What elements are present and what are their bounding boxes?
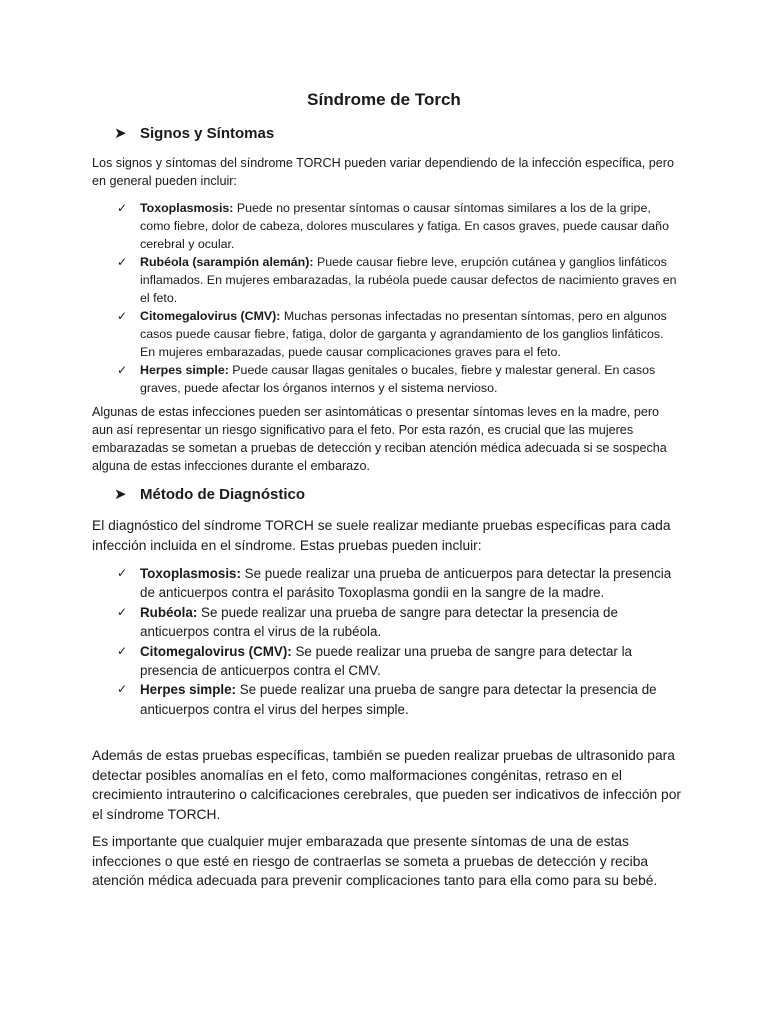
section-heading-label: Signos y Síntomas	[140, 124, 275, 142]
checkmark-icon: ✓	[117, 201, 128, 215]
section2-closing-paragraph: Es importante que cualquier mujer embarazada que presente síntomas de una de estas infecciones o que esté en riesgo de contraerlas se someta a pruebas de detección y reciba atención médica adecuada para prevenir complicaciones tanto para ella como para su bebé.	[92, 834, 658, 888]
list-item-term: Toxoplasmosis:	[140, 201, 234, 215]
section-heading-label: Método de Diagnóstico	[140, 485, 305, 503]
list-item-term: Rubéola:	[140, 604, 198, 620]
arrow-bullet-icon: ➤	[114, 125, 127, 142]
list-item-term: Herpes simple:	[140, 363, 229, 377]
list-item-text: Se puede realizar una prueba de anticuerpos para detectar la presencia de anticuerpos contra el parásito Toxoplasma gondii en la sangre de la madre.	[140, 566, 672, 601]
arrow-bullet-icon: ➤	[114, 486, 127, 503]
list-item	[117, 642, 682, 681]
list-item	[117, 680, 682, 719]
list-item-text: Puede no presentar síntomas o causar síntomas similares a los de la gripe, como fiebre, dolor de cabeza, dolores musculares y fatiga. En casos graves, puede causar daño cerebral y ocular.	[140, 201, 669, 251]
list-item-text: Puede causar llagas genitales o bucales, fiebre y malestar general. En casos graves, puede afectar los órganos internos y el sistema nervioso.	[140, 363, 656, 395]
checkmark-icon: ✓	[117, 643, 128, 658]
list-item	[117, 603, 682, 642]
list-item	[117, 253, 682, 307]
checkmark-icon: ✓	[117, 363, 128, 377]
section1-intro: Los signos y síntomas del síndrome TORCH pueden variar dependiendo de la infección específica, pero en general pueden incluir:	[92, 156, 674, 188]
list-item-term: Toxoplasmosis:	[140, 566, 241, 581]
list-item	[117, 199, 682, 253]
checkmark-icon: ✓	[117, 255, 128, 269]
symptoms-list	[117, 199, 682, 397]
section-heading-signos	[114, 124, 274, 142]
list-item	[117, 307, 682, 361]
checkmark-icon: ✓	[117, 566, 128, 580]
section2-ultrasound-paragraph: Además de estas pruebas específicas, también se pueden realizar pruebas de ultrasonido para detectar posibles anomalías en el feto, como malformaciones congénitas, retraso en el crecimiento intrauterino o calcificaciones cerebrales, que pueden ser indicativos de infección por el síndrome TORCH.	[92, 748, 681, 822]
list-item-text: Se puede realizar una prueba de sangre para detectar la presencia de anticuerpos contra el CMV.	[140, 643, 632, 679]
list-item-term: Citomegalovirus (CMV):	[140, 643, 292, 659]
list-item-term: Herpes simple:	[140, 682, 237, 698]
checkmark-icon: ✓	[117, 604, 128, 619]
section2-intro: El diagnóstico del síndrome TORCH se suele realizar mediante pruebas específicas para cada infección incluida en el síndrome. Estas pruebas pueden incluir:	[92, 518, 671, 553]
section1-closing: Algunas de estas infecciones pueden ser asintomáticas o presentar síntomas leves en la madre, pero aun así representar un riesgo significativo para el feto. Por esta razón, es crucial que las mujeres embarazadas se sometan a pruebas de detección y reciban atención médica adecuada si se sospecha alguna de estas infecciones durante el embarazo.	[92, 405, 667, 473]
list-item-text: Muchas personas infectadas no presentan síntomas, pero en algunos casos puede causar fiebre, fatiga, dolor de garganta y agrandamiento de los ganglios linfáticos. En mujeres embarazadas, puede causar complicaciones graves para el feto.	[140, 309, 667, 359]
page-title: Síndrome de Torch	[307, 90, 461, 109]
list-item-term: Rubéola (sarampión alemán):	[140, 255, 314, 269]
checkmark-icon: ✓	[117, 309, 128, 323]
list-item-term: Citomegalovirus (CMV):	[140, 309, 281, 323]
diagnosis-list	[117, 564, 682, 719]
list-item-text: Puede causar fiebre leve, erupción cutánea y ganglios linfáticos inflamados. En mujeres embarazadas, la rubéola puede causar defectos de nacimiento graves en el feto.	[140, 255, 677, 305]
list-item	[117, 564, 682, 603]
list-item	[117, 361, 682, 397]
section-heading-diagnostico	[114, 485, 305, 503]
list-item-text: Se puede realizar una prueba de sangre para detectar la presencia de anticuerpos contra el virus del herpes simple.	[140, 682, 657, 717]
list-item-text: Se puede realizar una prueba de sangre para detectar la presencia de anticuerpos contra el virus de la rubéola.	[140, 604, 618, 640]
checkmark-icon: ✓	[117, 682, 128, 697]
